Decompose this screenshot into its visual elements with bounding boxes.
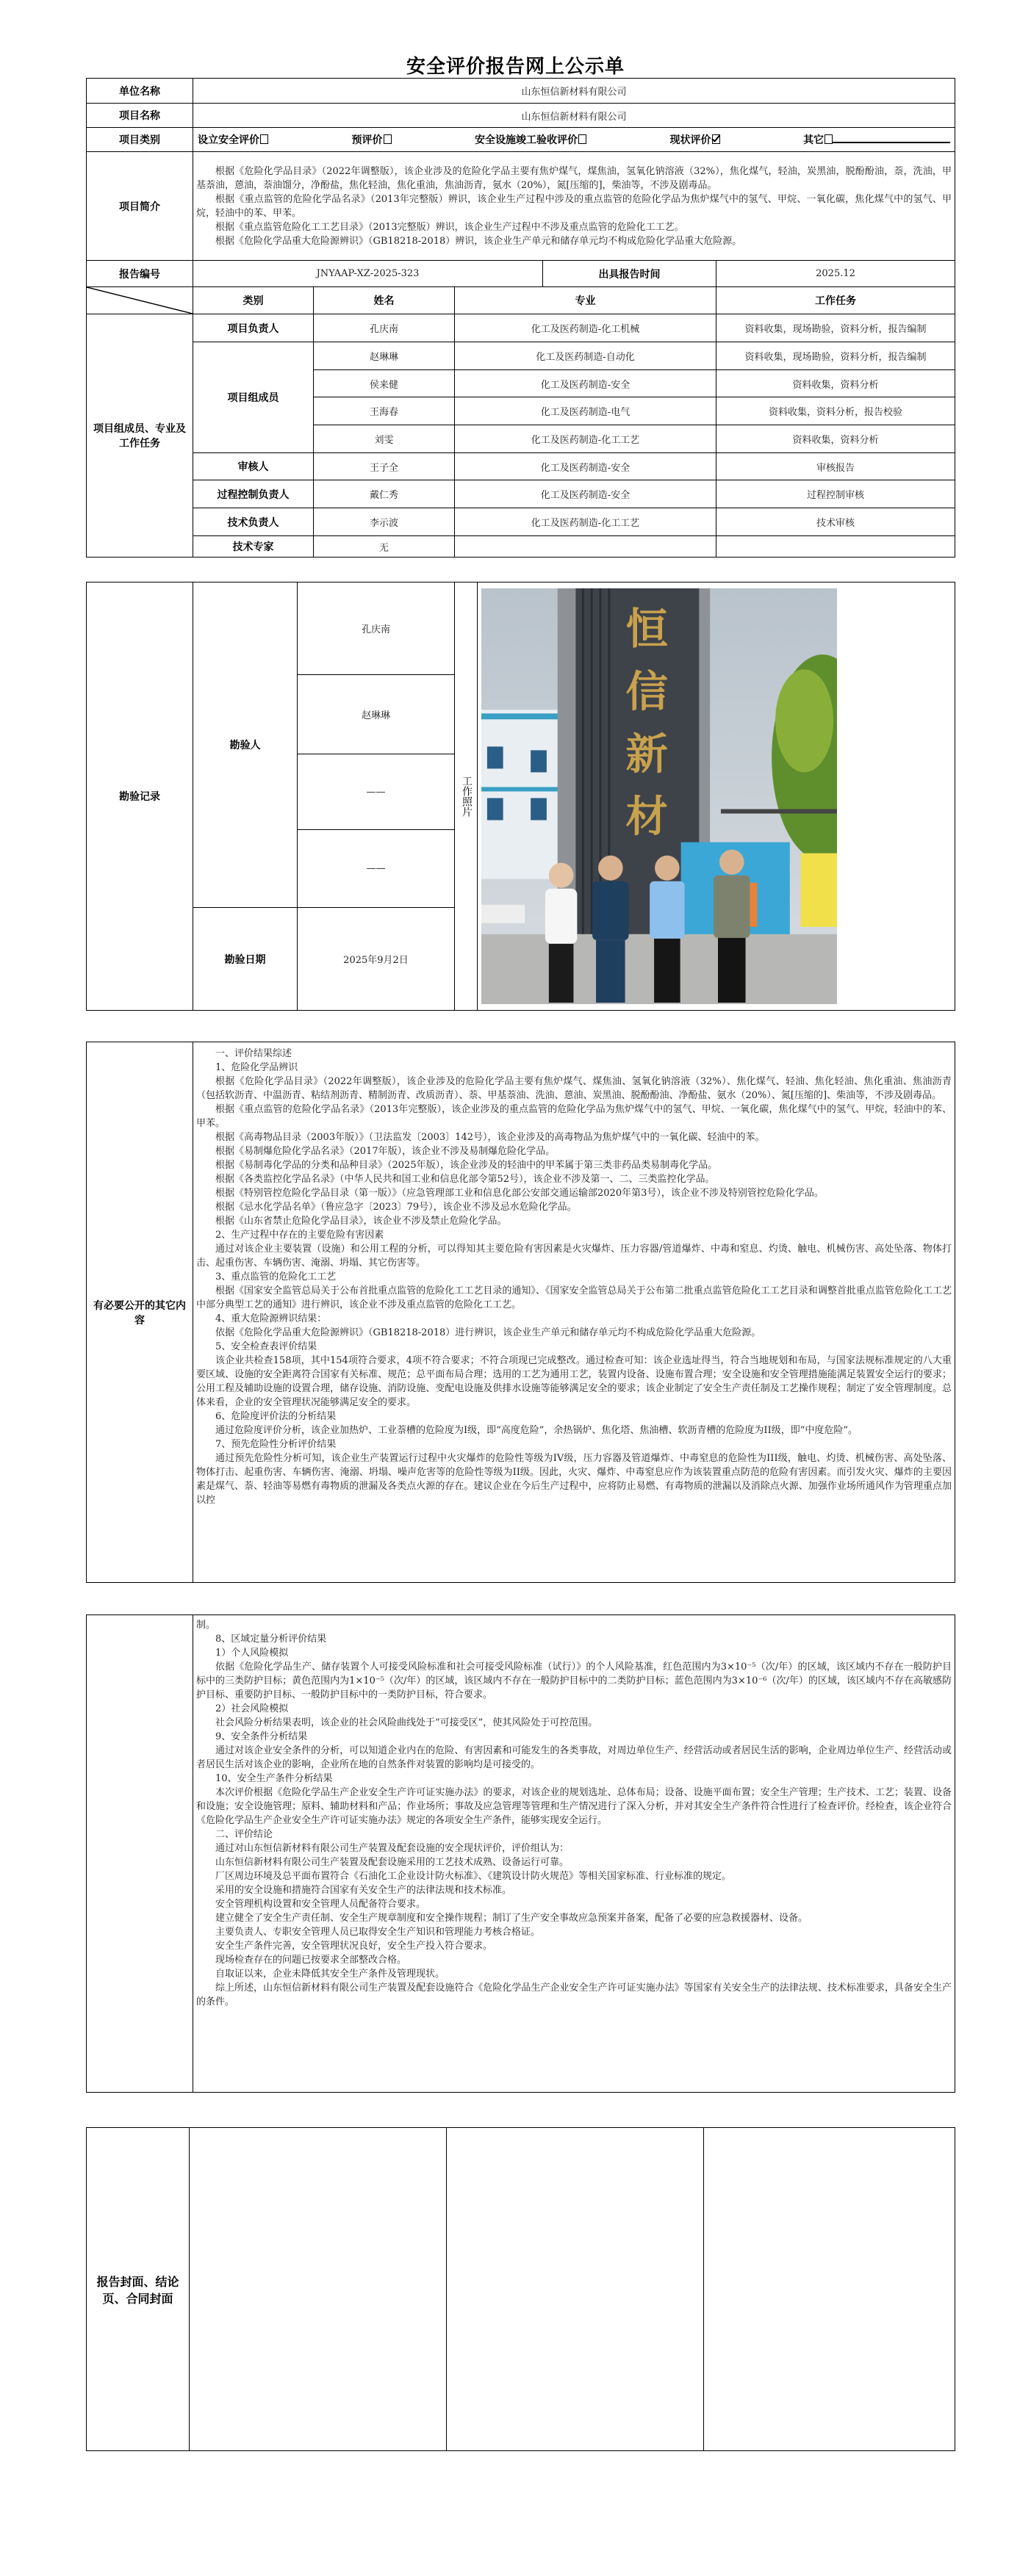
result-paragraph: 根据《各类监控化学品名录》（中华人民共和国工业和信息化部令第52号），该企业不涉及第一、二、三类监控化学品。 — [215, 1174, 715, 1185]
team-name: 戴仁秀 — [314, 480, 455, 508]
intro-paragraph: 根据《重点监管的危险化学品名录》（2013年完整版）辨识，该企业生产过程中涉及的重点监管的危险化学品为焦炉煤气中的氢气、甲烷、一氧化碳，焦化煤气中的氢气、甲烷，轻油中的苯、甲苯。 — [196, 193, 952, 219]
team-role: 过程控制负责人 — [193, 480, 314, 508]
photo-image — [481, 588, 837, 1004]
result-paragraph: 9、安全条件分析结果 — [215, 1731, 308, 1742]
diagonal-header-cell — [87, 287, 193, 314]
work-photo — [481, 588, 837, 1004]
team-major: 化工及医药制造-化工机械 — [455, 314, 716, 342]
result-paragraph: 根据《忌水化学品名单》（鲁应急字〔2023〕79号），该企业不涉及忌水危险化学品。 — [215, 1202, 577, 1213]
intro-paragraph: 根据《危险化学品重大危险源辨识》（GB18218-2018）辨识，该企业生产单元和储存单元均不构成危险化学品重大危险源。 — [215, 235, 742, 247]
team-name: 刘雯 — [314, 425, 455, 453]
result-paragraph: 通过对该企业主要装置（设施）和公用工程的分析，可以得知其主要危险有害因素是火灾爆炸、压力容器/管道爆炸、中毒和窒息、灼烫、触电、机械伤害、高处坠落、物体打击、起重伤害、车辆伤害、淹溺、坍塌、其它伤害等。 — [196, 1244, 952, 1269]
project-intro-text — [193, 152, 955, 261]
result-paragraph: 采用的安全设施和措施符合国家有关安全生产的法律法规和技术标准。 — [215, 1885, 512, 1896]
result-paragraph: 通过对该企业安全条件的分析，可以知道企业内在的危险、有害因素和可能发生的各类事故，对周边单位生产、经营活动或者居民生活的影响，企业周边单位生产、经营活动或者居民生活对该企业的影响，企业所在地的自然条件对装置的影响均是可接受的。 — [196, 1745, 952, 1770]
result-paragraph: 6、危险度评价法的分析结果 — [215, 1411, 337, 1422]
result-paragraph: 2、生产过程中存在的主要危险有害因素 — [215, 1230, 384, 1241]
result-paragraph: 5、安全检查表评价结果 — [215, 1341, 317, 1352]
result-paragraph: 根据《易制爆危险化学品名录》（2017年版），该企业不涉及易制爆危险化学品。 — [215, 1146, 556, 1157]
result-paragraph: 依据《危险化学品重大危险源辨识》（GB18218-2018）进行辨识，该企业生产单元和储存单元均不构成危险化学品重大危险源。 — [215, 1327, 761, 1338]
covers-table — [86, 2127, 955, 2451]
col-header-major: 专业 — [455, 287, 716, 314]
team-major: 化工及医药制造-安全 — [455, 370, 716, 397]
issue-time-label: 出具报告时间 — [543, 261, 716, 287]
project-category-options — [193, 128, 955, 152]
intro-paragraph: 根据《危险化学品目录》（2022年调整版），该企业涉及的危险化学品主要有焦炉煤气，煤焦油，氢氧化钠溶液（32%），焦化煤气，轻油，炭黑油，脱酚酚油，萘，洗油，甲基萘油，蒽油，萘油馏分，净酚盐，焦化轻油，焦化重油，焦油沥青，氨水（20%），氮[压缩的]，柴油等，不涉及剧毒品。 — [196, 165, 952, 191]
result-paragraph: 通过危险度评价分析，该企业加热炉、工业萘槽的危险度为I级，即“高度危险”，余热锅炉、焦化塔、焦油槽、软沥青槽的危险度为II级，即“中度危险”。 — [215, 1425, 858, 1436]
team-name: 侯来健 — [314, 370, 455, 397]
category-option-label: 预评价 — [351, 134, 383, 146]
team-role: 技术专家 — [193, 536, 314, 558]
team-role: 项目负责人 — [193, 314, 314, 342]
result-paragraph: 现场检查存在的问题已按要求全部整改合格。 — [215, 1955, 407, 1966]
work-photo-cell — [478, 582, 955, 1011]
project-intro-label: 项目简介 — [87, 152, 193, 261]
project-category-label: 项目类别 — [87, 128, 193, 152]
svg-text:信: 信 — [625, 665, 668, 717]
contract-cover-cell — [704, 2128, 955, 2451]
result-paragraph: 社会风险分析结果表明，该企业的社会风险曲线处于“可接受区”，使其风险处于可控范围。 — [215, 1717, 598, 1728]
category-option-other[interactable] — [803, 132, 950, 147]
results-text-part1 — [193, 1042, 955, 1583]
category-option-pre[interactable] — [352, 132, 392, 147]
svg-text:恒: 恒 — [625, 603, 668, 654]
team-task: 资料收集，资料分析，报告校验 — [716, 397, 955, 425]
unit-name-label: 单位名称 — [87, 79, 193, 104]
result-paragraph: 安全管理机构设置和安全管理人员配备符合要求。 — [215, 1899, 426, 1910]
result-paragraph: 7、预先危险性分析评价结果 — [215, 1439, 337, 1450]
category-option-status[interactable] — [670, 132, 720, 147]
result-paragraph: 根据《特别管控危险化学品目录（第一版）》（应急管理部工业和信息化部公安部交通运输部2020年第3号），该企业不涉及特别管控危险化学品。 — [215, 1188, 824, 1199]
other-blank-line — [833, 133, 950, 143]
team-name: 赵琳琳 — [314, 342, 455, 370]
team-task: 技术审核 — [716, 508, 955, 536]
col-header-task: 工作任务 — [716, 287, 955, 314]
svg-text:新: 新 — [625, 729, 668, 779]
issue-time-value: 2025.12 — [716, 261, 955, 287]
page-title: 安全评价报告网上公示单 — [406, 56, 625, 78]
project-name-label: 项目名称 — [87, 104, 193, 128]
report-no-value: JNYAAP-XZ-2025-323 — [193, 261, 543, 287]
photo-label: 工作照片 — [461, 776, 473, 817]
result-paragraph: 根据《山东省禁止危险化学品目录》，该企业不涉及禁止危险化学品。 — [215, 1216, 507, 1227]
category-option-acceptance[interactable] — [475, 132, 586, 147]
category-option-label: 设立安全评价 — [198, 134, 259, 146]
team-major: 化工及医药制造-化工工艺 — [455, 425, 716, 453]
results-table-part1 — [86, 1042, 955, 1583]
survey-date-label: 勘验日期 — [193, 908, 298, 1011]
survey-section-label: 勘验记录 — [87, 582, 193, 1011]
results-text-part2 — [193, 1615, 955, 2093]
result-paragraph: 3、重点监管的危险化工工艺 — [215, 1271, 337, 1282]
svg-text:材: 材 — [625, 791, 668, 842]
team-major — [455, 536, 716, 558]
result-paragraph: 主要负责人、专职安全管理人员已取得安全生产知识和管理能力考核合格证。 — [215, 1927, 541, 1938]
result-paragraph: 根据《危险化学品目录》（2022年调整版），该企业涉及的危险化学品主要有焦炉煤气、煤焦油、氢氧化钠溶液（32%）、焦化煤气、轻油、焦化轻油、焦化重油、焦油沥青（包括软沥青、中温沥青、粘结剂沥青、精制沥青、改质沥青）、萘、甲基萘油、洗油、蒽油、炭黑油、脱酚酚油、净酚盐、氨水（20%）、氮[压缩的]、柴油等，不涉及剧毒品。 — [196, 1076, 952, 1101]
result-paragraph: 2）社会风险模拟 — [215, 1703, 289, 1714]
team-major: 化工及医药制造-安全 — [455, 453, 716, 480]
checkbox-icon[interactable] — [578, 134, 586, 144]
result-paragraph: 厂区周边环境及总平面布置符合《石油化工企业设计防火标准》、《建筑设计防火规范》等相关国家标准、行业标准的规定。 — [215, 1871, 732, 1882]
checkbox-icon[interactable] — [384, 134, 392, 144]
category-option-setup[interactable] — [198, 132, 268, 147]
checkbox-icon[interactable] — [825, 134, 833, 144]
result-paragraph: 安全生产条件完善，安全管理状况良好，安全生产投入符合要求。 — [215, 1941, 493, 1952]
report-cover-cell — [190, 2128, 447, 2451]
result-paragraph: 10、安全生产条件分析结果 — [215, 1773, 333, 1784]
team-name: 孔庆南 — [314, 314, 455, 342]
inspector-name: 赵琳琳 — [298, 675, 455, 754]
team-task: 资料收集，资料分析 — [716, 425, 955, 453]
result-paragraph: 本次评价根据《危险化学品生产企业安全生产许可证实施办法》的要求，对该企业的规划选址、总体布局；设备、设施平面布置；安全生产管理；生产技术、工艺；装置、设备和设施；安全设施管理；原料、辅助材料和产品；作业场所；事故及应急管理等管理和生产情况进行了深入分析，并对其安全生产条件符合性进行了检查评价。经检查，该企业符合《危险化学品生产企业安全生产许可证实施办法》规定的各项安全生产条件，能够实现安全运行。 — [196, 1787, 952, 1826]
result-paragraph: 1）个人风险模拟 — [215, 1648, 289, 1659]
intro-paragraph: 根据《重点监管危险化工工艺目录》（2013完整版）辨识，该企业生产过程中不涉及重点监管的危险化工工艺。 — [215, 221, 684, 233]
team-major: 化工及医药制造-电气 — [455, 397, 716, 425]
team-task: 审核报告 — [716, 453, 955, 480]
result-paragraph: 1、危险化学品辨识 — [215, 1062, 298, 1073]
team-task: 过程控制审核 — [716, 480, 955, 508]
category-option-label: 安全设施竣工验收评价 — [475, 134, 578, 146]
team-role: 项目组成员 — [193, 342, 314, 453]
result-paragraph: 8、区域定量分析评价结果 — [215, 1634, 327, 1645]
team-major: 化工及医药制造-安全 — [455, 480, 716, 508]
unit-name-value: 山东恒信新材料有限公司 — [193, 79, 955, 104]
report-no-label: 报告编号 — [87, 261, 193, 287]
col-header-name: 姓名 — [314, 287, 455, 314]
result-paragraph: 综上所述，山东恒信新材料有限公司生产装置及配套设施符合《危险化学品生产企业安全生产许可证实施办法》等国家有关安全生产的法律法规、技术标准要求，具备安全生产的条件。 — [196, 1982, 952, 2007]
team-section-label: 项目组成员、专业及工作任务 — [87, 314, 193, 558]
result-paragraph: 通过对山东恒信新材料有限公司生产装置及配套设施的安全现状评价，评价组认为： — [215, 1843, 570, 1854]
basic-info-table — [86, 78, 955, 558]
team-task: 资料收集，资料分析 — [716, 370, 955, 397]
results-section-label-empty — [87, 1615, 193, 2093]
team-major: 化工及医药制造-化工工艺 — [455, 508, 716, 536]
result-paragraph: 根据《国家安全监管总局关于公布首批重点监管的危险化工工艺目录的通知》、《国家安全监管总局关于公布第二批重点监管危险化工工艺目录和调整首批重点监管危险化工工艺中部分典型工艺的通知》进行辨识，该企业不涉及重点监管的危险化工工艺。 — [196, 1285, 952, 1310]
results-table-part2 — [86, 1614, 955, 2093]
inspector-label: 勘验人 — [193, 582, 298, 908]
category-option-label: 其它 — [803, 134, 825, 146]
team-task: 资料收集，现场勘验，资料分析，报告编制 — [716, 342, 955, 370]
team-name: 王海春 — [314, 397, 455, 425]
result-paragraph: 山东恒信新材料有限公司生产装置及配套设施采用的工艺技术成熟、设备运行可靠。 — [215, 1857, 570, 1868]
inspector-name: 孔庆南 — [298, 582, 455, 675]
category-option-label: 现状评价 — [669, 134, 711, 146]
result-paragraph: 4、重大危险源辨识结果： — [215, 1313, 327, 1324]
conclusion-page-cell — [447, 2128, 704, 2451]
survey-date-value: 2025年9月2日 — [298, 908, 455, 1011]
team-task — [716, 536, 955, 558]
result-paragraph: 制。 — [196, 1620, 216, 1631]
result-paragraph: 该企业共检查158项，其中154项符合要求，4项不符合要求；不符合项现已完成整改。通过检查可知：该企业选址得当，符合当地规划和布局，与国家法规标准规定的八大重要区域、设施的安全距离符合国家有关标准、规范；总平面布局合理；选用的工艺为通用工艺，装置内设备、设施布置合理；安全设施和安全管理措施能满足装置安全运行的要求；公用工程及辅助设施的设置合理，储存设施、消防设施、变配电设施及供排水设施等能够满足安全的要求；该企业制定了安全生产责任制及工艺操作规程；制定了安全管理制度。总体来看，企业的安全管理状况能够满足安全的要求。 — [196, 1355, 952, 1408]
covers-section-label: 报告封面、结论页、合同封面 — [87, 2128, 190, 2451]
team-name: 无 — [314, 536, 455, 558]
survey-record-table — [86, 582, 955, 1011]
result-paragraph: 根据《易制毒化学品的分类和品种目录》（2025年版），该企业涉及的轻油中的甲苯属于第三类非药品类易制毒化学品。 — [215, 1160, 718, 1171]
team-role: 审核人 — [193, 453, 314, 480]
result-paragraph: 建立健全了安全生产责任制、安全生产规章制度和安全操作规程；制订了生产安全事故应急预案并备案，配备了必要的应急救援器材、设备。 — [215, 1913, 808, 1924]
result-paragraph: 依据《危险化学品生产、储存装置个人可接受风险标准和社会可接受风险标准（试行）》的个人风险基准，红色范围内为3×10⁻⁵（次/年）的区域，该区域内不存在一般防护目标中的三类防护目标；黄色范围内为1×10⁻⁵（次/年）的区域，该区域内不存在一般防护目标中的二类防护目标；蓝色范围内为3×10⁻⁶（次/年）的区域，该区域内不存在高敏感防护目标、重要防护目标、一般防护目标中的一类防护目标，符合要求。 — [196, 1662, 952, 1700]
results-section-label: 有必要公开的其它内容 — [87, 1042, 193, 1583]
inspector-name: —— — [298, 754, 455, 830]
photo-label-cell — [455, 582, 478, 1011]
team-name: 王子全 — [314, 453, 455, 480]
checkbox-icon[interactable] — [260, 134, 268, 144]
result-paragraph: 根据《高毒物品目录（2003年版）》（卫法监发〔2003〕142号），该企业涉及的高毒物品为焦炉煤气中的一氧化碳、轻油中的苯。 — [215, 1132, 765, 1143]
result-paragraph: 自取证以来，企业未降低其安全生产条件及管理现状。 — [215, 1969, 445, 1980]
col-header-category: 类别 — [193, 287, 314, 314]
checkbox-checked-icon[interactable] — [712, 134, 720, 144]
result-paragraph: 一、评价结果综述 — [215, 1048, 292, 1059]
team-task: 资料收集，现场勘验，资料分析，报告编制 — [716, 314, 955, 342]
inspector-name: —— — [298, 830, 455, 908]
team-major: 化工及医药制造-自动化 — [455, 342, 716, 370]
project-name-value: 山东恒信新材料有限公司 — [193, 104, 955, 128]
team-role: 技术负责人 — [193, 508, 314, 536]
result-paragraph: 通过预先危险性分析可知，该企业生产装置运行过程中火灾爆炸的危险性等级为IV级，压力容器及管道爆炸、中毒窒息的危险性为III级，触电、灼烫、机械伤害、高处坠落、物体打击、起重伤害、车辆伤害、淹溺、坍塌、噪声危害等的危险性等级为II级。因此，火灾、爆炸、中毒窒息应作为该装置重点防范的危险有害因素。而引发火灾、爆炸的主要因素是煤气、萘、轻油等易燃有毒物质的泄漏及各类点火源的存在。建议企业在今后生产过程中，应将防止易燃、有毒物质的泄漏以及消除点火源、加强作业场所通风作为管理重点加以控 — [196, 1453, 952, 1506]
result-paragraph: 根据《重点监管的危险化学品名录》（2013年完整版），该企业涉及的重点监管的危险化学品为焦炉煤气中的氢气、甲烷、一氧化碳，焦化煤气中的氢气、甲烷，轻油中的苯、甲苯。 — [196, 1104, 952, 1129]
team-name: 李示波 — [314, 508, 455, 536]
result-paragraph: 二、评价结论 — [215, 1829, 273, 1840]
